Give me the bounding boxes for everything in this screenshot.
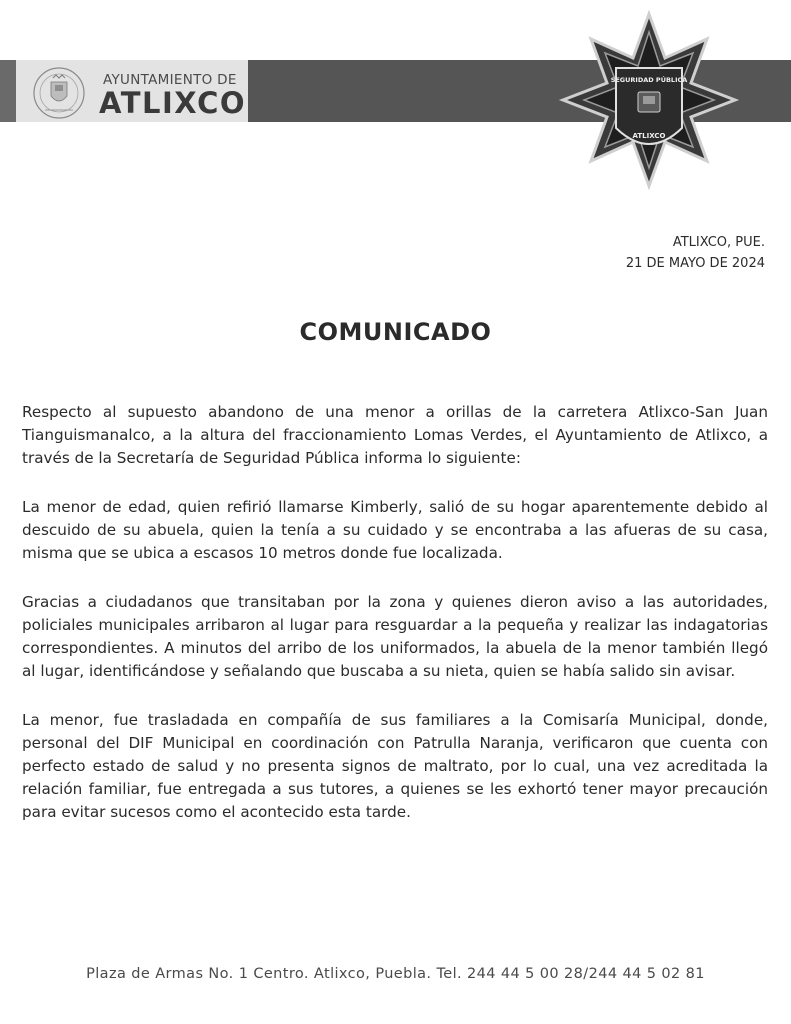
place-date-block — [626, 232, 765, 274]
place-line: ATLIXCO, PUE. — [672, 235, 765, 250]
document-title: COMUNICADO — [299, 318, 492, 346]
paragraph: Gracias a ciudadanos que transitaban por la zona y quienes dieron aviso a las autoridades, policiales municipales arribaron al lugar para resguardar a la pequeña y realizar las indagatorias correspondientes. A minutos del arribo de los uniformados, la abuela de la menor también llegó al lugar, identificándose y señalando que buscaba a su nieta, quien se había salido sin avisar. — [22, 593, 768, 680]
paragraph: Respecto al supuesto abandono de una menor a orillas de la carretera Atlixco-San Juan Tianguismanalco, a la altura del fraccionamiento Lomas Verdes, el Ayuntamiento de Atlixco, a través de la Secretaría de Seguridad Pública informa lo siguiente: — [22, 403, 768, 467]
city-name-logo: ATLIXCO — [99, 86, 247, 120]
header-band-edge — [0, 60, 16, 122]
date-line: 21 DE MAYO DE 2024 — [625, 256, 765, 271]
paragraph: La menor de edad, quien refirió llamarse Kimberly, salió de su hogar aparentemente debido al descuido de su abuela, quien la tenía a su cuidado y se encontraba a las afueras de su casa, misma que se ubica a escasos 10 metros donde fue localizada. — [22, 498, 768, 562]
document-body — [22, 401, 768, 850]
ayuntamiento-label: AYUNTAMIENTO DE — [103, 72, 237, 88]
paragraph: La menor, fue trasladada en compañía de sus familiares a la Comisaría Municipal, donde, personal del DIF Municipal en coordinación con Patrulla Naranja, verificaron que cuenta con perfecto estado de salud y no presenta signos de maltrato, por lo cual, una vez acreditada la relación familiar, fue entregada a sus tutores, a quienes se les exhortó tener mayor precaución para evitar sucesos como el acontecido esta tarde. — [22, 711, 768, 821]
badge-bottom-text: ATLIXCO — [632, 132, 666, 140]
police-badge-icon — [556, 10, 742, 196]
badge-top-text: SEGURIDAD PÚBLICA — [610, 76, 688, 84]
municipal-crest-icon — [32, 66, 86, 120]
footer-address: Plaza de Armas No. 1 Centro. Atlixco, Puebla. Tel. 244 44 5 00 28/244 44 5 02 81 — [86, 966, 705, 982]
